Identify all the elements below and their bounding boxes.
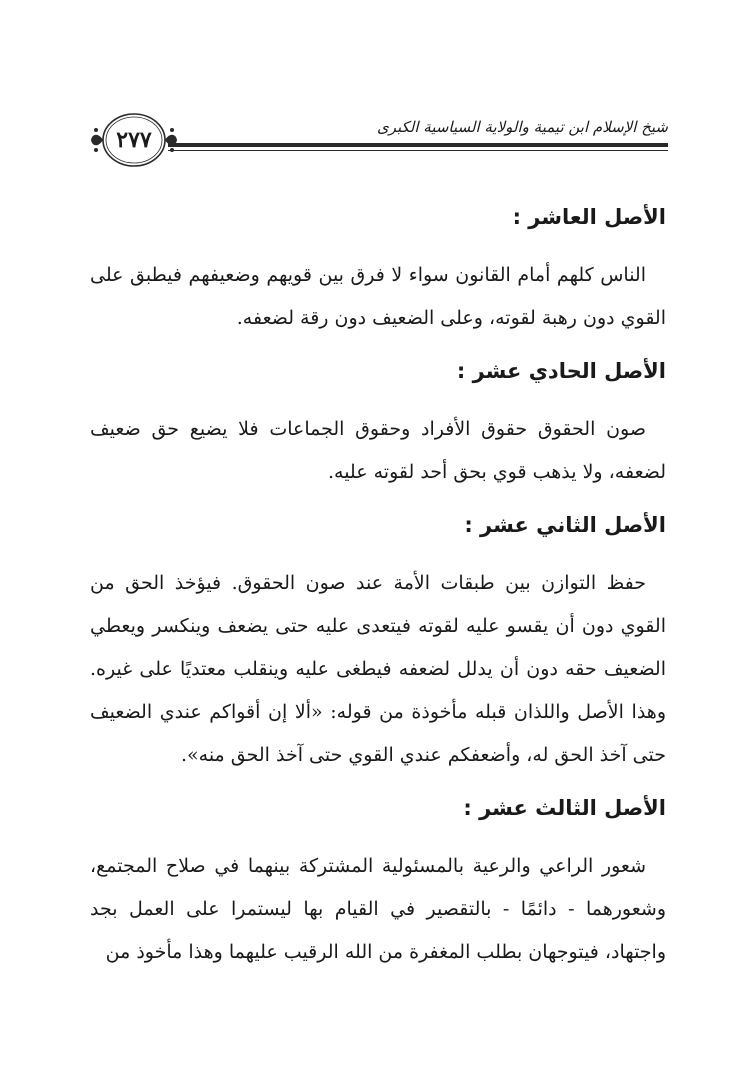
- section-paragraph: حفظ التوازن بين طبقات الأمة عند صون الحقوق. فيؤخذ الحق من القوي دون أن يقسو عليه لقوته فيتعدى عليه حتى يضعف وينكسر ويعطي الضعيف حقه دون أن يدلل لضعفه فيطغى عليه وينقلب معتديًا على غيره. وهذا الأصل واللذان قبله مأخوذة من قوله: «ألا إن أقواكم عندي الضعيف حتى آخذ الحق له، وأضعفكم عندي القوي حتى آخذ الحق منه».: [90, 572, 666, 766]
- header-rule-thin: [168, 150, 668, 151]
- section-heading: الأصل العاشر :: [512, 205, 666, 229]
- section-paragraph: الناس كلهم أمام القانون سواء لا فرق بين قويهم وضعيفهم فيطبق على القوي دون رهبة لقوته، وعلى الضعيف دون رقة لضعفه.: [90, 264, 666, 329]
- section-paragraph: صون الحقوق حقوق الأفراد وحقوق الجماعات فلا يضيع حق ضعيف لضعفه، ولا يذهب قوي بحق أحد لقوته عليه.: [90, 418, 666, 483]
- section-heading: الأصل الحادي عشر :: [456, 359, 666, 383]
- running-title: شيخ الإسلام ابن تيمية والولاية السياسية الكبرى: [376, 118, 668, 136]
- section-tenth-principle: [90, 200, 666, 340]
- section-paragraph: شعور الراعي والرعية بالمسئولية المشتركة بينهما في صلاح المجتمع، وشعورهما - دائمًا - بالتقصير في القيام بها ليستمرا على العمل بجد واجتهاد، فيتوجهان بطلب المغفرة من الله الرقيب عليهما وهذا مأخوذ من: [90, 855, 666, 963]
- section-twelfth-principle: [90, 508, 666, 777]
- header-rule-thick: [168, 143, 668, 147]
- section-eleventh-principle: [90, 354, 666, 494]
- page-number-medallion: [88, 110, 180, 170]
- page-number: ٢٧٧: [116, 127, 152, 153]
- page-body: [90, 200, 666, 988]
- running-header: [88, 110, 668, 170]
- section-heading: الأصل الثالث عشر :: [463, 796, 666, 820]
- section-thirteenth-principle: [90, 791, 666, 974]
- section-heading: الأصل الثاني عشر :: [464, 513, 666, 537]
